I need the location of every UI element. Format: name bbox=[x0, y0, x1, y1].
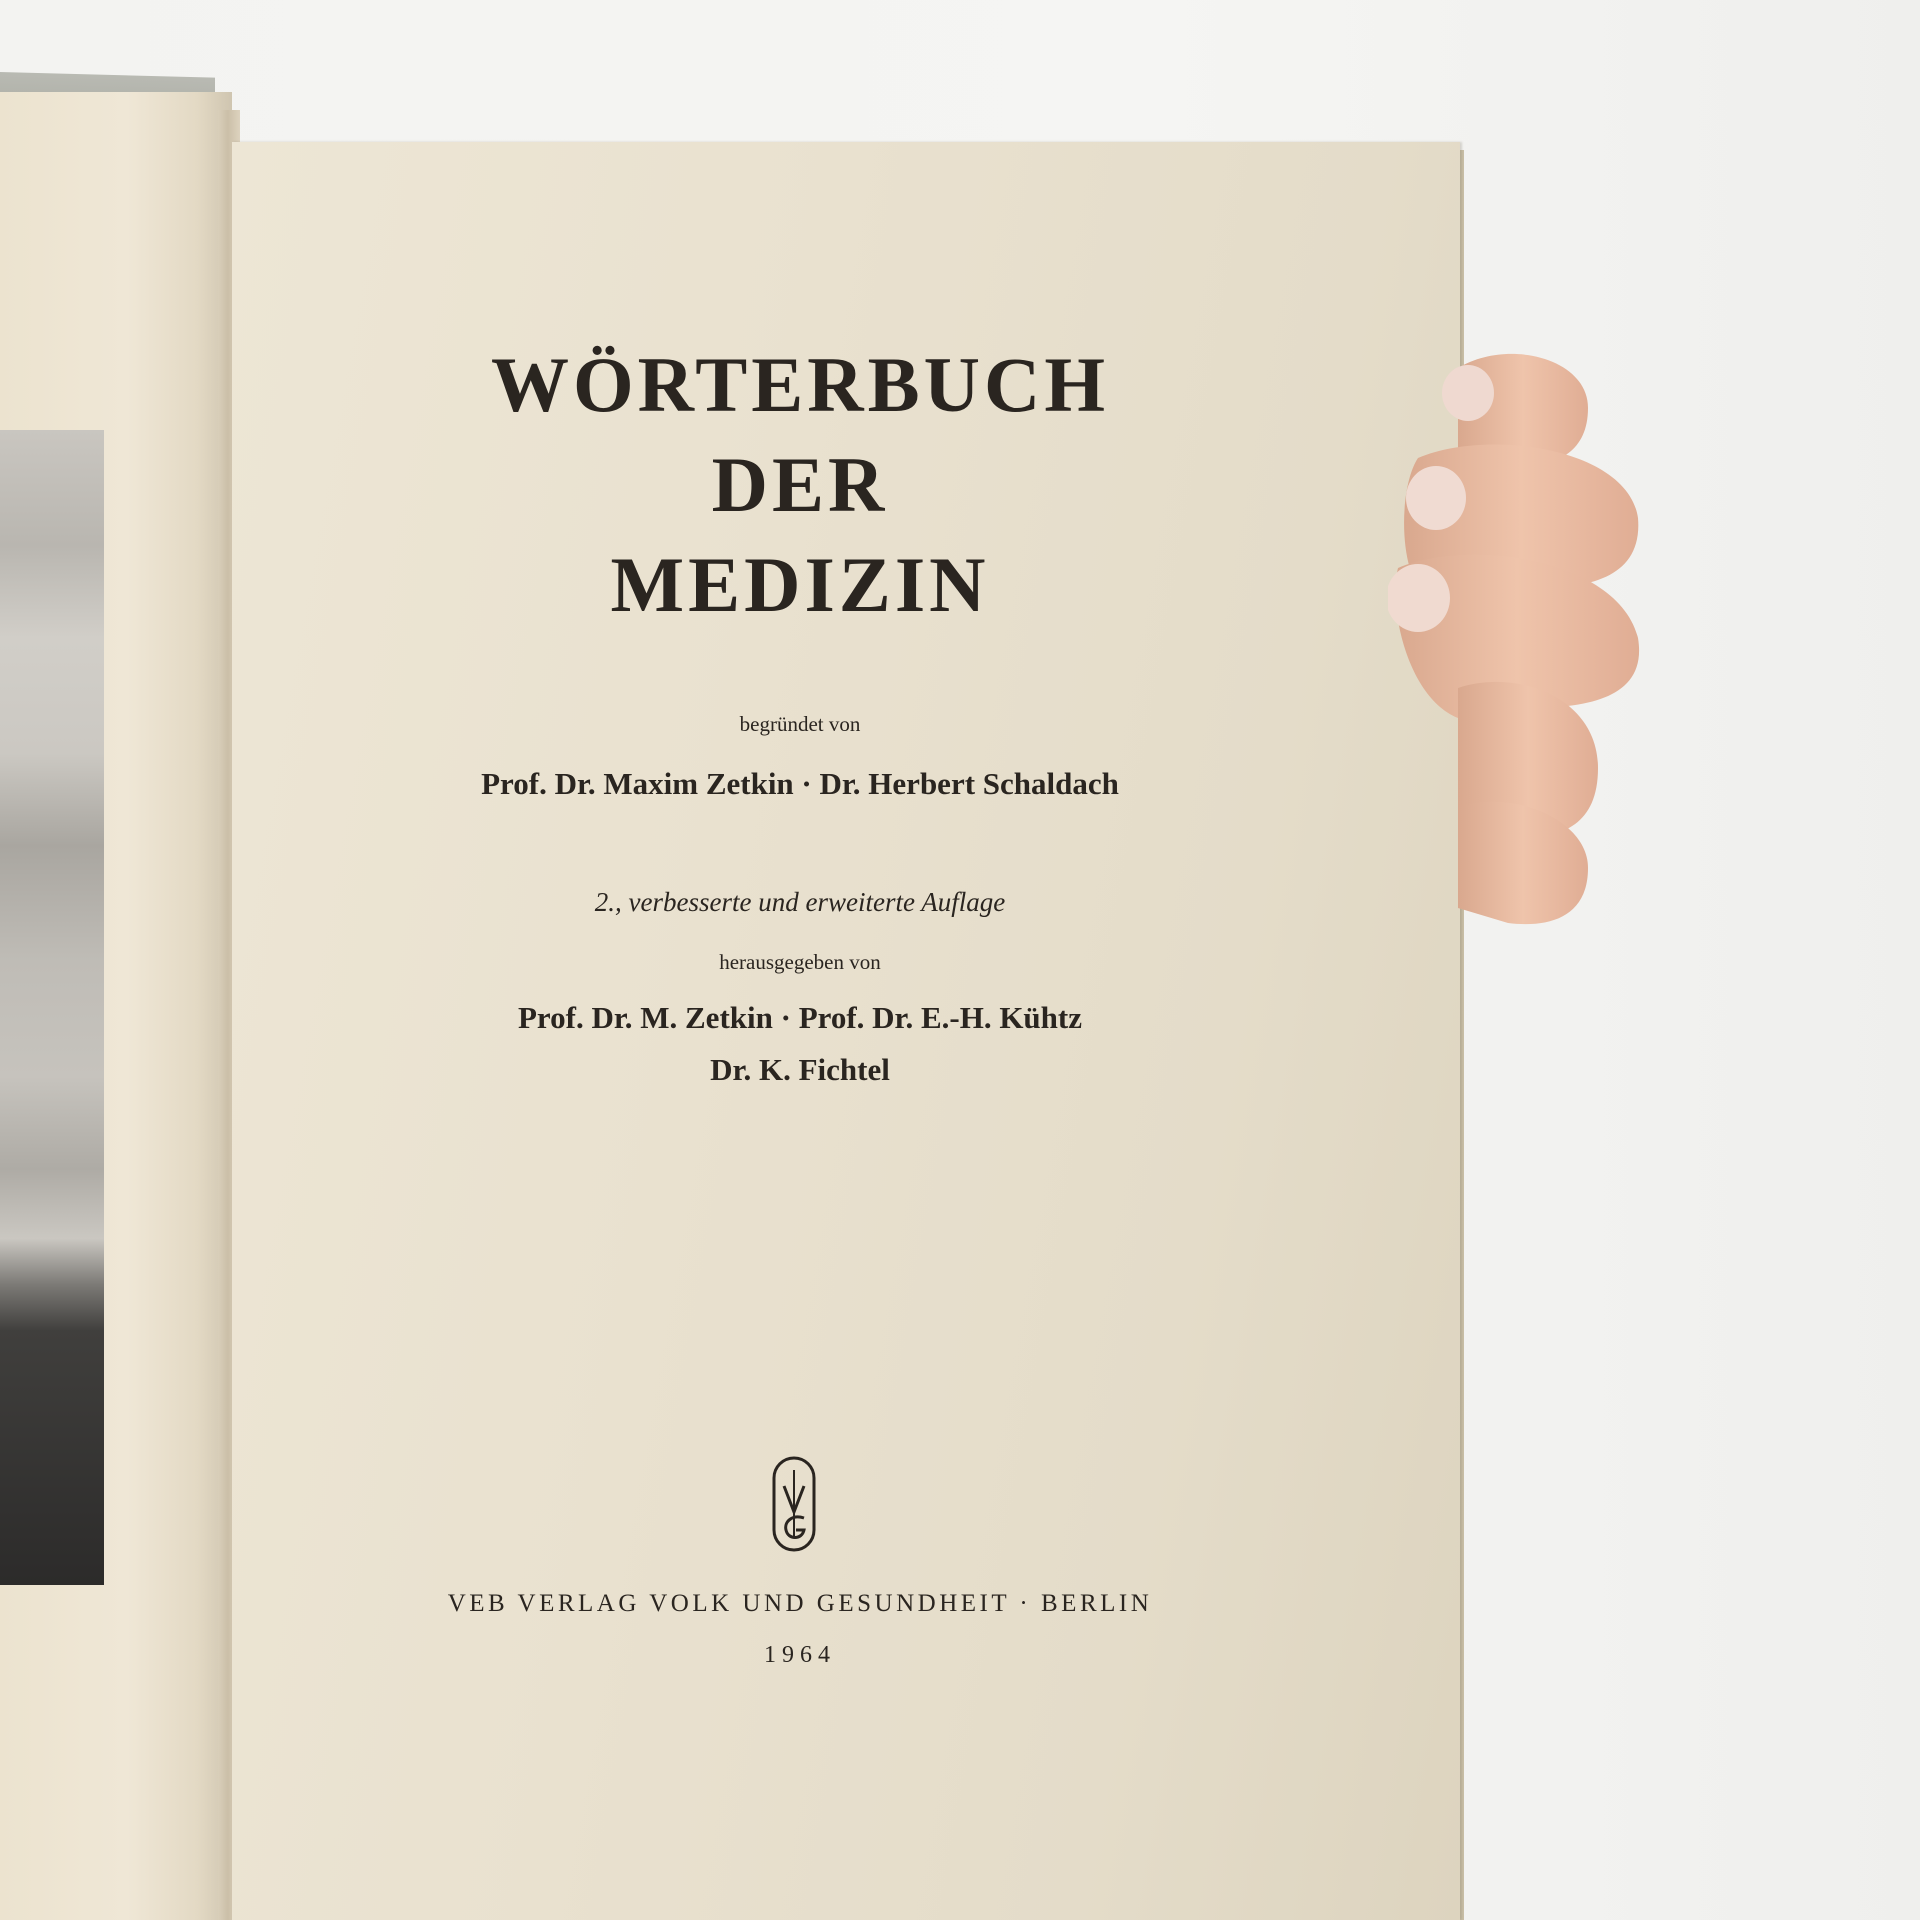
edition-line: 2., verbesserte und erweiterte Auflage bbox=[594, 887, 1006, 917]
portrait-photo bbox=[0, 430, 104, 1585]
left-page bbox=[0, 92, 232, 1920]
book-title bbox=[400, 335, 1200, 635]
publisher-logo-icon bbox=[772, 1456, 816, 1552]
publication-year: 1964 bbox=[764, 1642, 836, 1668]
editors-line-1: Prof. Dr. M. Zetkin · Prof. Dr. E.-H. Kühtz bbox=[517, 1000, 1082, 1035]
editors-line-2: Dr. K. Fichtel bbox=[710, 1052, 890, 1087]
edited-label: herausgegeben von bbox=[719, 950, 881, 974]
founded-label: begründet von bbox=[739, 712, 861, 736]
title-line-1: WÖRTERBUCH bbox=[491, 341, 1109, 428]
title-line-2: DER bbox=[711, 441, 889, 528]
hand bbox=[1388, 348, 1658, 928]
founders-line: Prof. Dr. Maxim Zetkin · Dr. Herbert Schaldach bbox=[481, 766, 1119, 801]
publisher-line: VEB VERLAG VOLK UND GESUNDHEIT · BERLIN bbox=[447, 1590, 1153, 1617]
title-line-3: MEDIZIN bbox=[610, 541, 990, 628]
